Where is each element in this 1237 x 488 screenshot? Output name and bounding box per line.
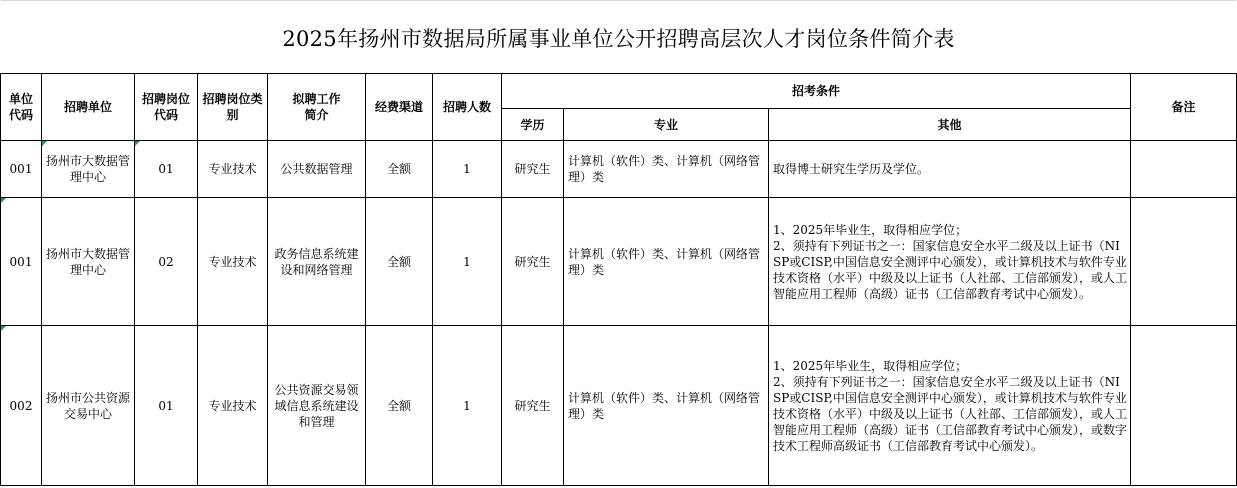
cell-unit[interactable]: 扬州市大数据管理中心 <box>42 198 135 326</box>
other-line: 取得博士研究生学历及学位。 <box>773 162 930 176</box>
cell-post-code[interactable]: 01 <box>135 326 198 486</box>
cell-unit-code[interactable]: 002 <box>1 326 42 486</box>
cell-post-type[interactable]: 专业技术 <box>198 326 268 486</box>
cell-job-desc[interactable]: 公共数据管理 <box>268 141 366 198</box>
cell-job-desc[interactable]: 政务信息系统建设和网络管理 <box>268 198 366 326</box>
header-post-code[interactable]: 招聘岗位代码 <box>135 74 198 141</box>
cell-major[interactable]: 计算机（软件）类、计算机（网络管理）类 <box>564 141 769 198</box>
cell-funding[interactable]: 全额 <box>366 326 433 486</box>
other-line: 2、须持有下列证书之一：国家信息安全水平二级及以上证书（NISP或CISP,中国信息安全测评中心颁发），或计算机技术与软件专业技术资格（水平）中级及以上证书（人社部、工信部颁发），或人工智能应用工程师（高级）证书（工信部教育考试中心颁发），或数字技术工程师高级证书（工信部教育考试中心颁发）。 <box>773 374 1128 453</box>
other-line: 2、须持有下列证书之一：国家信息安全水平二级及以上证书（NISP或CISP,中国信息安全测评中心颁发），或计算机技术与软件专业技术资格（水平）中级及以上证书（人社部、工信部颁发），或人工智能应用工程师（高级）证书（工信部教育考试中心颁发）。 <box>773 238 1128 301</box>
page-title: 2025年扬州市数据局所属事业单位公开招聘高层次人才岗位条件简介表 <box>1 0 1236 74</box>
header-unit-code[interactable]: 单位代码 <box>1 74 42 141</box>
cell-unit[interactable]: 扬州市大数据管理中心 <box>42 141 135 198</box>
header-post-type[interactable]: 招聘岗位类别 <box>198 74 268 141</box>
header-count[interactable]: 招聘人数 <box>433 74 502 141</box>
cell-post-code[interactable]: 01 <box>135 141 198 198</box>
header-unit[interactable]: 招聘单位 <box>42 74 135 141</box>
cell-count[interactable]: 1 <box>433 326 502 486</box>
cell-other[interactable] <box>769 326 1131 486</box>
header-education[interactable]: 学历 <box>502 109 564 141</box>
table-row <box>1 141 1237 198</box>
cell-other[interactable] <box>769 198 1131 326</box>
cell-major[interactable]: 计算机（软件）类、计算机（网络管理）类 <box>564 198 769 326</box>
cell-funding[interactable]: 全额 <box>366 141 433 198</box>
cell-funding[interactable]: 全额 <box>366 198 433 326</box>
cell-education[interactable]: 研究生 <box>502 141 564 198</box>
table-row <box>1 326 1237 486</box>
cell-unit[interactable]: 扬州市公共资源交易中心 <box>42 326 135 486</box>
recruitment-table <box>0 73 1237 486</box>
header-remark[interactable]: 备注 <box>1131 74 1237 141</box>
cell-remark[interactable] <box>1131 198 1237 326</box>
header-other[interactable]: 其他 <box>769 109 1131 141</box>
header-major[interactable]: 专业 <box>564 109 769 141</box>
header-funding[interactable]: 经费渠道 <box>366 74 433 141</box>
cell-remark[interactable] <box>1131 141 1237 198</box>
header-conditions[interactable]: 招考条件 <box>502 74 1131 109</box>
cell-unit-code[interactable]: 001 <box>1 141 42 198</box>
cell-job-desc[interactable]: 公共资源交易领域信息系统建设和管理 <box>268 326 366 486</box>
header-job-desc[interactable]: 拟聘工作简介 <box>268 74 366 141</box>
cell-other[interactable] <box>769 141 1131 198</box>
cell-major[interactable]: 计算机（软件）类、计算机（网络管理）类 <box>564 326 769 486</box>
cell-remark[interactable] <box>1131 326 1237 486</box>
cell-education[interactable]: 研究生 <box>502 326 564 486</box>
cell-post-code[interactable]: 02 <box>135 198 198 326</box>
cell-post-type[interactable]: 专业技术 <box>198 198 268 326</box>
cell-education[interactable]: 研究生 <box>502 198 564 326</box>
cell-post-type[interactable]: 专业技术 <box>198 141 268 198</box>
cell-count[interactable]: 1 <box>433 198 502 326</box>
other-line: 1、2025年毕业生，取得相应学位； <box>773 222 968 237</box>
table-row <box>1 198 1237 326</box>
cell-count[interactable]: 1 <box>433 141 502 198</box>
header-row-1 <box>1 74 1237 109</box>
other-line: 1、2025年毕业生，取得相应学位； <box>773 358 968 373</box>
cell-unit-code[interactable]: 001 <box>1 198 42 326</box>
